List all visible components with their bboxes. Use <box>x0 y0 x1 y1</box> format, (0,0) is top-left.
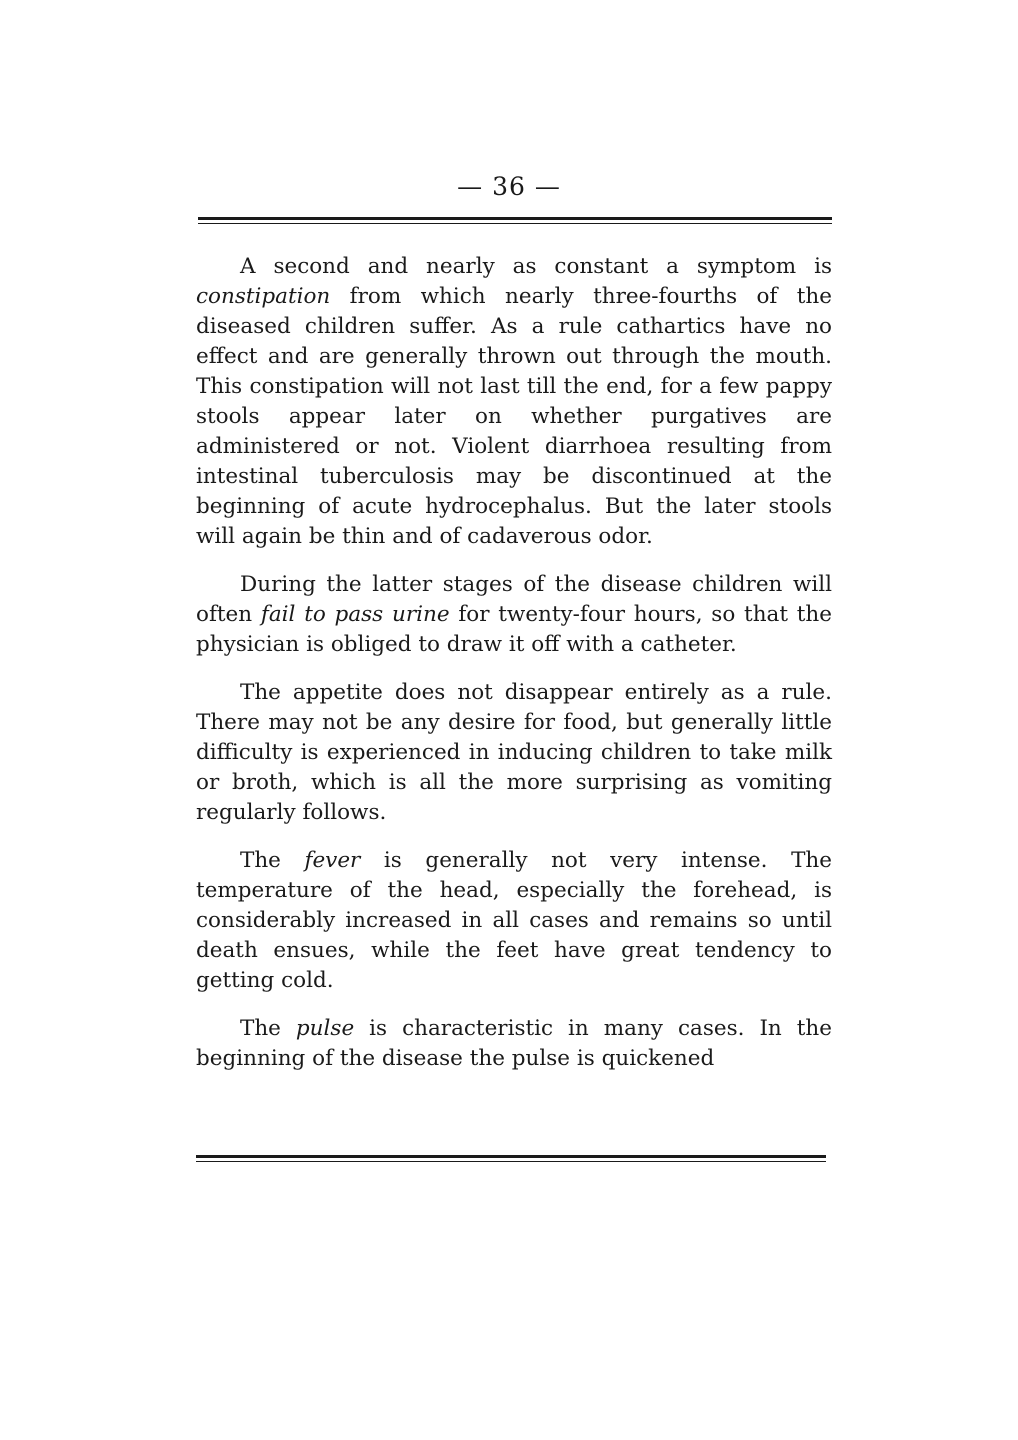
paragraph-pulse <box>196 1014 832 1074</box>
paragraph-constipation <box>196 252 832 552</box>
paragraph-urine <box>196 570 832 660</box>
italic-term-fever: fever <box>304 848 361 873</box>
text-span: is characteristic in many cases. In the beginning of the disease the pulse is quickened <box>196 1016 832 1071</box>
italic-term-pulse: pulse <box>295 1016 355 1041</box>
text-span: is generally not very intense. The temperature of the head, especially the forehead, is considerably increased in all cases and remains so until death ensues, while the feet have great tendency to getting cold. <box>196 848 832 993</box>
bottom-rule <box>196 1155 826 1162</box>
text-span: The <box>240 1016 296 1041</box>
page-number: — 36 — <box>457 172 561 201</box>
text-span: The <box>240 848 305 873</box>
text-span: During the latter stages of the disease children will often <box>196 572 832 627</box>
body-text <box>196 252 832 1074</box>
text-span: The appetite does not disappear entirely as a rule. There may not be any desire for food, but generally little difficulty is experienced in inducing children to take milk or broth, which is all the more surprising as vomiting regularly follows. <box>196 680 832 825</box>
text-span: A second and nearly as constant a symptom is <box>240 254 832 279</box>
paragraph-appetite <box>196 678 832 828</box>
italic-term-constipation: constipation <box>196 284 331 309</box>
text-span: for twenty-four hours, so that the physician is obliged to draw it off with a catheter. <box>196 602 832 657</box>
paragraph-fever <box>196 846 832 996</box>
italic-term-fail-to-pass-urine: fail to pass urine <box>260 602 450 627</box>
top-rule <box>198 217 832 224</box>
text-span: from which nearly three-fourths of the diseased children suffer. As a rule cathartics have no effect and are generally thrown out through the mouth. This constipation will not last till the end, for a few pappy stools appear later on whether purgatives are administered or not. Violent diarrhoea resulting from intestinal tuberculosis may be discontinued at the beginning of acute hydrocephalus. But the later stools will again be thin and of cadaverous odor. <box>196 284 832 549</box>
